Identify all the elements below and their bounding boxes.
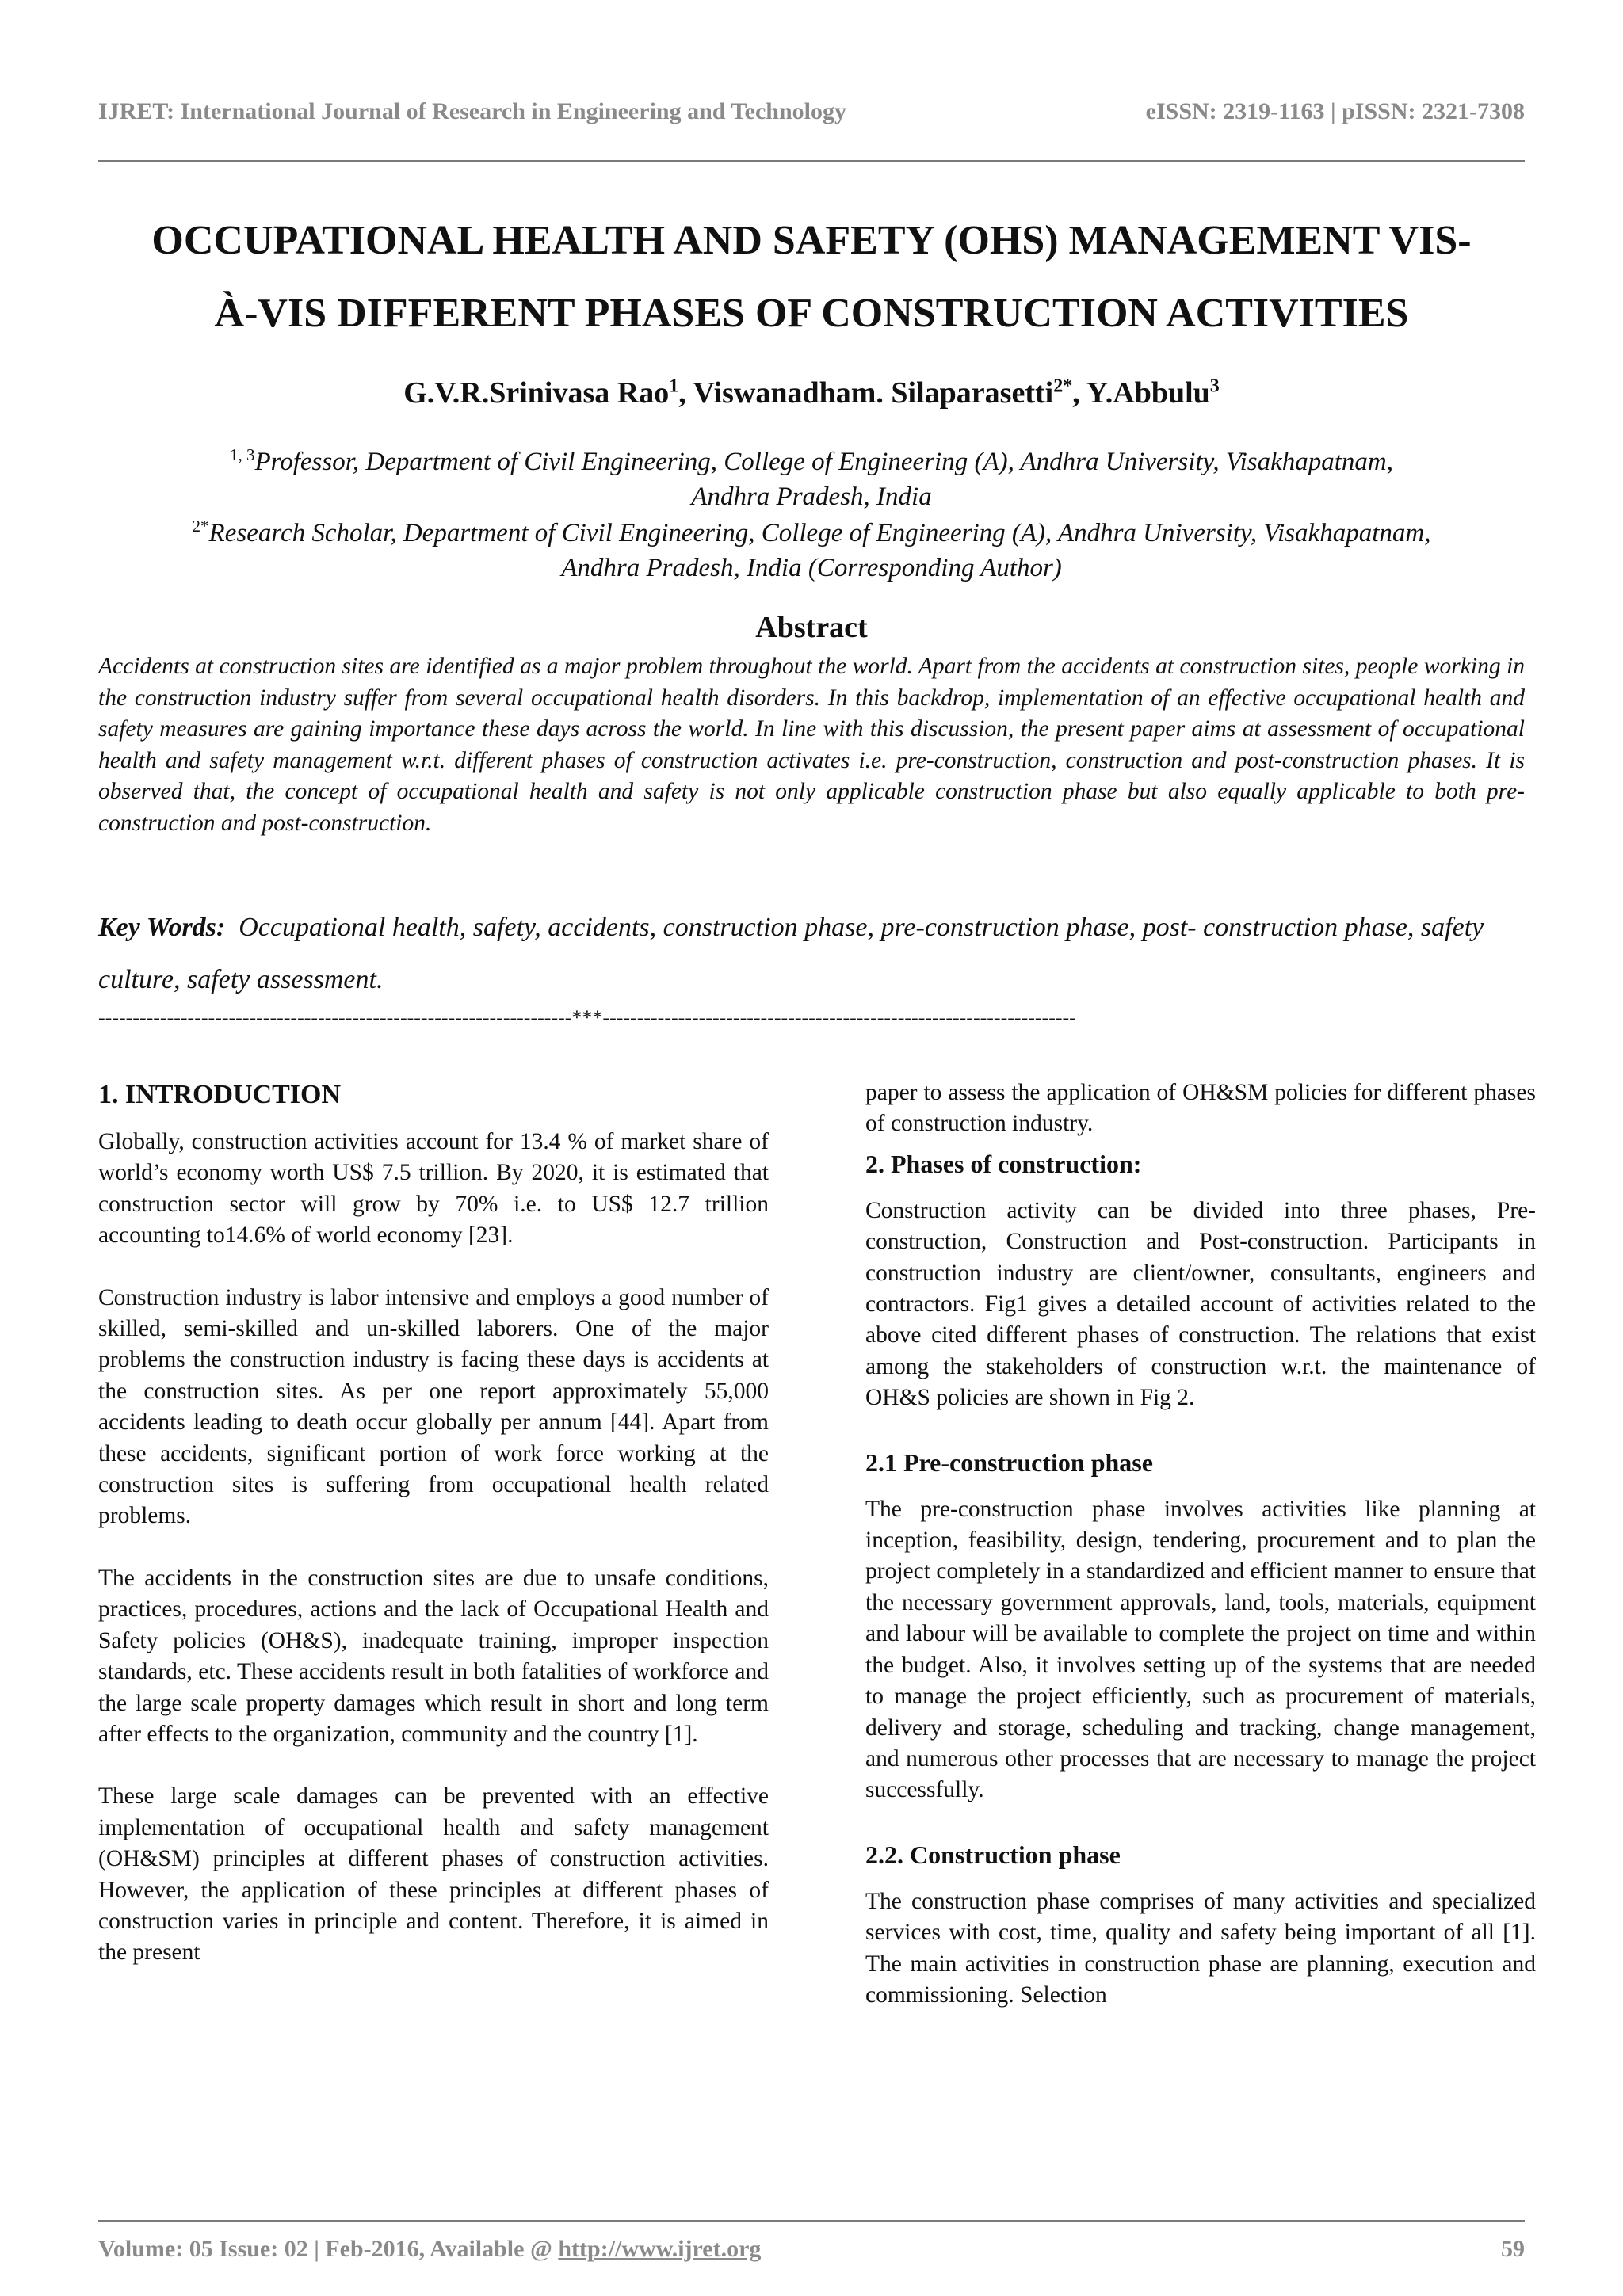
running-footer	[98, 2236, 1525, 2263]
abstract-text: Accidents at construction sites are identified as a major problem throughout the world. Apart from the accidents at construction sites, people working in the construction industry suffer from several occupational health disorders. In this backdrop, implementation of an effective occupational health and safety measures are gaining importance these days across the world. In line with this discussion, the present paper aims at assessment of occupational health and safety management w.r.t. different phases of construction activates i.e. pre-construction, construction and post-construction phases. It is observed that, the concept of occupational health and safety is not only applicable construction phase but also equally applicable to both pre-construction and post-construction.	[98, 654, 1525, 836]
section-2-2-text: The construction phase comprises of many activities and specialized services with cost, time, quality and safety being important of all [1]. The main activities in construction phase are planning, execution and commissioning. Selection	[865, 1888, 1536, 2008]
footer-rule	[98, 2220, 1525, 2222]
section-2-heading: 2. Phases of construction:	[865, 1149, 1142, 1178]
introduction-heading: 1. INTRODUCTION	[98, 1080, 342, 1109]
intro-continuation: paper to assess the application of OH&SM policies for different phases of construction industry.	[865, 1080, 1536, 1137]
author-name: G.V.R.Srinivasa Rao	[403, 376, 670, 410]
left-column	[98, 1077, 769, 2000]
section-2-1-text: The pre-construction phase involves activities like planning at inception, feasibility, design, tendering, procurement and to plan the project completely in a standardized and efficient manner to ensure that the necessary government approvals, land, tools, materials, equipment and labour will be available to complete the project on time and within the budget. Also, it involves setting up of the systems that are needed to manage the project efficiently, such as procurement of materials, delivery and storage, scheduling and tracking, change management, and numerous other processes that are necessary to manage the project successfully.	[865, 1496, 1536, 1803]
author-list	[98, 376, 1525, 410]
author-separator: ,	[1072, 376, 1086, 410]
section-2-2-heading: 2.2. Construction phase	[865, 1840, 1121, 1869]
affiliation-line: Andhra Pradesh, India (Corresponding Author)	[561, 554, 1062, 582]
section-2-text: Construction activity can be divided into three phases, Pre-construction, Construction and Post-construction. Participants in construction industry are client/owner, consultants, engineers and contractors. Fig1 gives a detailed account of activities related to the above cited different phases of construction. The relations that exist among the stakeholders of construction w.r.t. the maintenance of OH&S policies are shown in Fig 2.	[865, 1197, 1536, 1411]
volume-text: Volume: 05 Issue: 02 | Feb-2016, Available @	[98, 2236, 559, 2262]
issn: eISSN: 2319-1163 | pISSN: 2321-7308	[1145, 98, 1525, 124]
abstract-heading: Abstract	[755, 611, 868, 644]
keywords-text: Occupational health, safety, accidents, construction phase, pre-construction phase, post- construction phase, safety culture, safety assessment.	[98, 913, 1484, 994]
affiliation-line: Professor, Department of Civil Engineering, College of Engineering (A), Andhra University, Visakhapatnam,	[254, 448, 1394, 476]
affiliation-sup: 1, 3	[229, 445, 255, 464]
footer-volume	[98, 2236, 761, 2263]
author-name: Y.Abbulu	[1086, 376, 1210, 410]
journal-name: IJRET: International Journal of Research in Engineering and Technology	[98, 98, 847, 124]
intro-paragraph: Globally, construction activities account for 13.4 % of market share of world’s economy worth US$ 7.5 trillion. By 2020, it is estimated that construction sector will grow by 70% i.e. to US$ 12.7 trillion accounting to14.6% of world economy [23].	[98, 1129, 769, 1249]
author-name: Viswanadham. Silaparasetti	[693, 376, 1054, 410]
section-separator: ---------------------------------------------------------------------***---------------------------------------------------------------------	[98, 1006, 1076, 1029]
author-separator: ,	[678, 376, 693, 410]
header-rule	[98, 160, 1525, 162]
author-sup: 1	[669, 376, 679, 397]
intro-paragraph: Construction industry is labor intensive and employs a good number of skilled, semi-skilled and un-skilled laborers. One of the major problems the construction industry is facing these days is accidents at the construction sites. As per one report approximately 55,000 accidents leading to death occur globally per annum [44]. Apart from these accidents, significant portion of work force working at the construction sites is suffering from occupational health related problems.	[98, 1284, 769, 1529]
section-2-1-heading: 2.1 Pre-construction phase	[865, 1447, 1153, 1477]
page-number: 59	[1501, 2236, 1525, 2262]
affiliation-2	[98, 509, 1525, 585]
paper-title	[87, 204, 1536, 350]
author-sup: 2*	[1053, 376, 1073, 397]
affiliation-sup: 2*	[192, 517, 209, 536]
affiliation-1	[98, 437, 1525, 514]
affiliation-line: Research Scholar, Department of Civil Engineering, College of Engineering (A), Andhra University, Visakhapatnam,	[208, 519, 1431, 547]
author-sup: 3	[1209, 376, 1220, 397]
intro-paragraph: The accidents in the construction sites are due to unsafe conditions, practices, procedures, actions and the lack of Occupational Health and Safety policies (OH&S), inadequate training, improper inspection standards, etc. These accidents result in both fatalities of workforce and the large scale property damages which result in short and long term after effects to the organization, community and the country [1].	[98, 1565, 769, 1747]
intro-paragraph: These large scale damages can be prevented with an effective implementation of occupational health and safety management (OH&SM) principles at different phases of construction activities. However, the application of these principles at different phases of construction varies in principle and content. Therefore, it is aimed in the present	[98, 1783, 769, 1966]
right-column	[865, 1077, 1536, 2042]
journal-url-link[interactable]: http://www.ijret.org	[558, 2236, 762, 2262]
title-line-1: OCCUPATIONAL HEALTH AND SAFETY (OHS) MANAGEMENT VIS-	[151, 218, 1472, 263]
keywords-label: Key Words:	[98, 913, 226, 942]
title-line-2: À-VIS DIFFERENT PHASES OF CONSTRUCTION ACTIVITIES	[214, 291, 1409, 336]
keywords	[98, 902, 1525, 1006]
running-header	[98, 98, 1525, 125]
affiliation-line: Andhra Pradesh, India	[691, 482, 932, 511]
